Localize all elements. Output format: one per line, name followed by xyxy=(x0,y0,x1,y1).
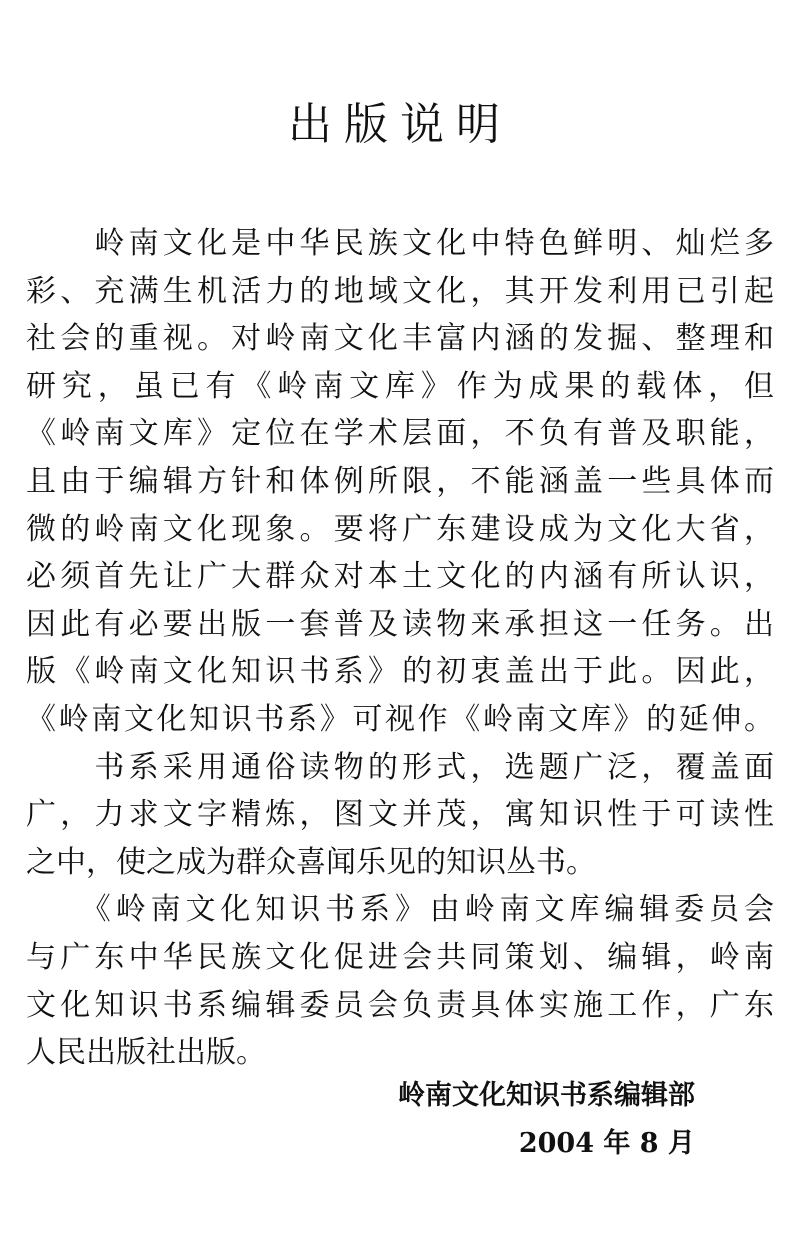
paragraph-line: 必须首先让广大群众对本土文化的内涵有所认识， xyxy=(26,559,774,595)
signature-department: 岭南文化知识书系编辑部 xyxy=(398,1080,695,1111)
signature-block xyxy=(300,1072,695,1168)
paragraph-line: 《岭南文库》定位在学术层面，不负有普及职能， xyxy=(26,416,774,452)
paragraph-line: 《岭南文化知识书系》由岭南文库编辑委员会 xyxy=(26,892,774,928)
paragraph-line: 版《岭南文化知识书系》的初衷盖出于此。因此， xyxy=(26,654,774,690)
signature-date: 2004 年 8 月 xyxy=(518,1128,695,1159)
paragraph-line: 人民出版社出版。 xyxy=(26,1035,266,1071)
paragraph-line: 微的岭南文化现象。要将广东建设成为文化大省， xyxy=(26,511,774,547)
paragraph-line: 文化知识书系编辑委员会负责具体实施工作，广东 xyxy=(26,987,774,1023)
paragraph-line: 研究，虽已有《岭南文库》作为成果的载体，但 xyxy=(26,368,774,404)
paragraph-line: 且由于编辑方针和体例所限，不能涵盖一些具体而 xyxy=(26,463,774,499)
body-text xyxy=(26,220,774,1077)
paragraph-line: 社会的重视。对岭南文化丰富内涵的发掘、整理和 xyxy=(26,321,774,357)
page-title: 出版说明 xyxy=(288,99,512,151)
paragraph-line: 之中，使之成为群众喜闻乐见的知识丛书。 xyxy=(26,844,596,880)
paragraph-line: 《岭南文化知识书系》可视作《岭南文库》的延伸。 xyxy=(26,701,774,737)
paragraph-line: 彩、充满生机活力的地域文化，其开发利用已引起 xyxy=(26,273,774,309)
paragraph-line: 广，力求文字精炼，图文并茂，寓知识性于可读性 xyxy=(26,797,774,833)
paragraph-line: 因此有必要出版一套普及读物来承担这一任务。出 xyxy=(26,606,774,642)
paragraph-line: 与广东中华民族文化促进会共同策划、编辑，岭南 xyxy=(26,939,774,975)
paragraph-line: 岭南文化是中华民族文化中特色鲜明、灿烂多 xyxy=(26,226,774,261)
paragraph-line: 书系采用通俗读物的形式，选题广泛，覆盖面 xyxy=(26,749,774,785)
